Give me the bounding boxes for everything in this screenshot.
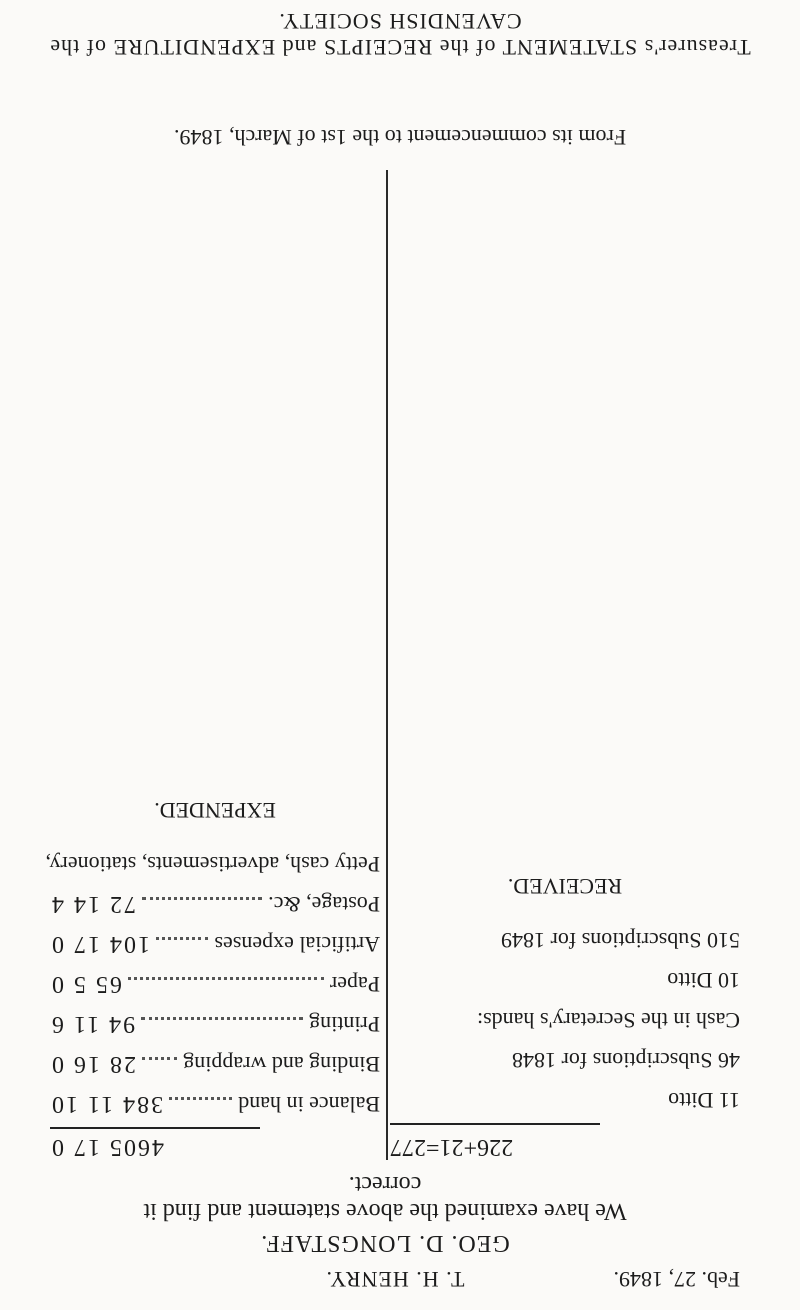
right-line-label: Paper bbox=[329, 972, 380, 997]
leader-dots bbox=[141, 1017, 303, 1034]
leader-dots bbox=[169, 1097, 232, 1114]
right-line-label: Balance in hand bbox=[238, 1092, 380, 1117]
period-note: From its commencement to the 1st of March, 1849. bbox=[173, 125, 627, 150]
left-line-label: 10 Ditto bbox=[667, 968, 740, 993]
received-heading: RECEIVED. bbox=[507, 874, 623, 899]
sum-line: 226+21=277 bbox=[390, 1134, 514, 1160]
right-line-3 bbox=[50, 997, 380, 1037]
right-line-5 bbox=[50, 917, 380, 957]
right-column bbox=[45, 60, 380, 1160]
right-line-money: 104 17 0 bbox=[50, 931, 150, 957]
statement-title: Treasurer's STATEMENT of the RECEIPTS and EXPENDITURE of the CAVENDISH SOCIETY. bbox=[49, 9, 751, 60]
right-line-2 bbox=[50, 1037, 380, 1077]
left-line-label: Cash in the Secretary's hands: bbox=[476, 1008, 740, 1033]
right-line-label: Artificial expenses bbox=[214, 932, 380, 957]
left-line-2 bbox=[390, 1033, 740, 1073]
right-line-money: 72 14 4 bbox=[50, 891, 136, 917]
left-line-label: 46 Subscriptions for 1848 bbox=[512, 1048, 740, 1073]
left-line-1 bbox=[390, 1073, 740, 1113]
left-line-4 bbox=[390, 953, 740, 993]
author-line: GEO. D. LONGSTAFF. bbox=[260, 1230, 510, 1256]
expended-heading: EXPENDED. bbox=[154, 798, 276, 823]
left-line-label: 510 Subscriptions for 1849 bbox=[501, 928, 740, 953]
right-line-money: 94 11 6 bbox=[50, 1011, 136, 1037]
page-header bbox=[50, 1264, 740, 1292]
leader-dots bbox=[142, 897, 262, 914]
right-line-label: Postage, &c. bbox=[268, 892, 380, 917]
left-column bbox=[390, 60, 740, 1160]
leader-dots bbox=[156, 937, 208, 954]
right-line-money: 28 16 0 bbox=[50, 1051, 136, 1077]
leader-dots bbox=[142, 1057, 177, 1074]
right-line-7 bbox=[45, 837, 380, 877]
right-line-6 bbox=[50, 877, 380, 917]
total-rule bbox=[50, 1127, 260, 1129]
intro-text: We have examined the above statement and find it correct. bbox=[143, 1171, 627, 1224]
right-line-money: 65 5 0 bbox=[50, 971, 122, 997]
right-line-money: 384 11 10 bbox=[50, 1091, 164, 1117]
total-amount: 4605 17 0 bbox=[50, 1134, 164, 1160]
sum-rule bbox=[390, 1123, 600, 1125]
left-line-3 bbox=[390, 993, 740, 1033]
right-line-label: Binding and wrapping bbox=[183, 1052, 380, 1077]
header-author: T. H. HENRY. bbox=[325, 1267, 465, 1292]
left-line-5 bbox=[390, 913, 740, 953]
right-line-label: Petty cash, advertisements, stationery, bbox=[45, 852, 380, 877]
right-line-4 bbox=[50, 957, 380, 997]
right-line-label: Printing bbox=[309, 1012, 380, 1037]
column-divider bbox=[386, 170, 388, 1160]
left-line-label: 11 Ditto bbox=[668, 1088, 740, 1113]
header-date: Feb. 27, 1849. bbox=[613, 1267, 740, 1292]
right-line-1 bbox=[50, 1077, 380, 1117]
leader-dots bbox=[128, 977, 324, 994]
